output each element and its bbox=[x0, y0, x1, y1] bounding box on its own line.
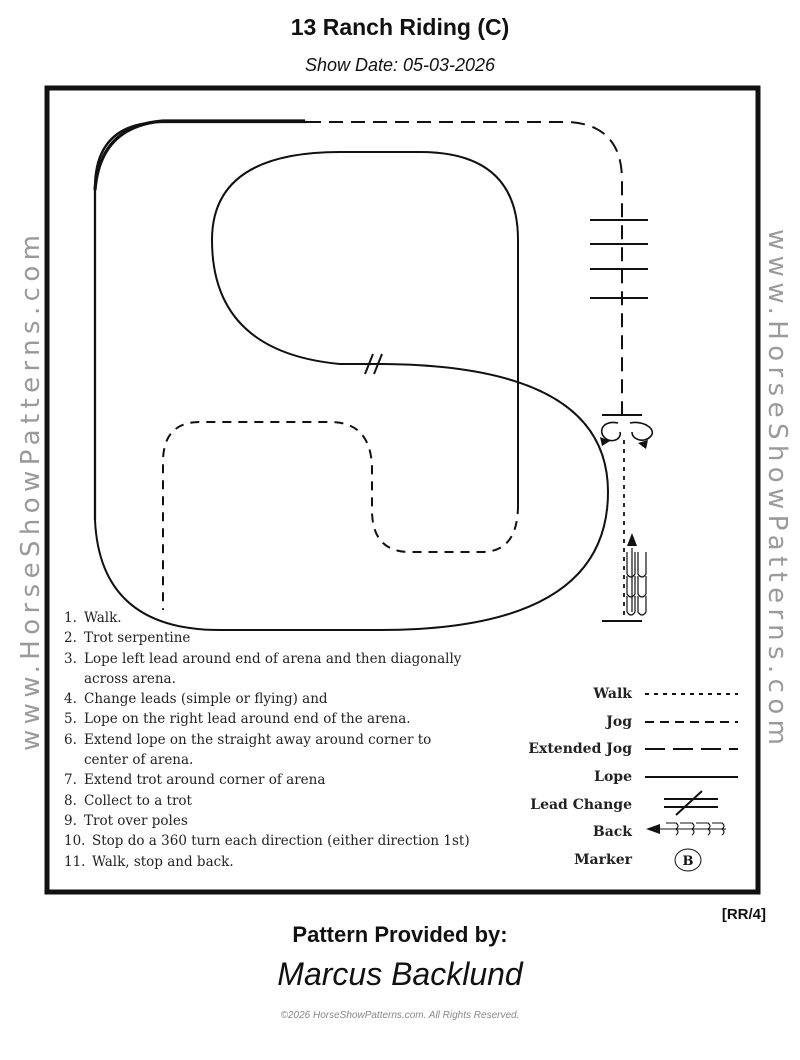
step-item bbox=[64, 852, 484, 872]
legend-back-icon bbox=[656, 823, 726, 835]
legend-jog-label: Jog bbox=[606, 714, 632, 730]
show-date: Show Date: 05-03-2026 bbox=[304, 55, 496, 75]
provided-by-label: Pattern Provided by: bbox=[292, 922, 508, 947]
step-number: 6. bbox=[64, 731, 77, 748]
step-number: 11. bbox=[64, 853, 86, 870]
legend-extended-jog-label: Extended Jog bbox=[528, 741, 632, 757]
step-text: Lope on the right lead around end of the arena. bbox=[84, 711, 411, 728]
step-item bbox=[64, 649, 484, 690]
step-number: 8. bbox=[64, 792, 77, 809]
step-number: 4. bbox=[64, 691, 77, 708]
step-number: 10. bbox=[64, 833, 86, 850]
step-text: Extend lope on the straight away around corner to center of arena. bbox=[84, 731, 432, 769]
step-number: 3. bbox=[64, 650, 77, 667]
step-item bbox=[64, 730, 484, 771]
pattern-code: [RR/4] bbox=[721, 906, 766, 923]
turn-left-icon bbox=[602, 422, 621, 440]
back-arrowhead-icon bbox=[627, 533, 637, 546]
pattern-steps bbox=[64, 608, 484, 872]
lope-upper-loop bbox=[212, 152, 518, 505]
step-text: Trot serpentine bbox=[84, 630, 191, 647]
legend-marker-label: Marker bbox=[574, 852, 632, 868]
legend-lead-change-label: Lead Change bbox=[530, 797, 632, 813]
step-item bbox=[64, 709, 484, 729]
lope-bottom-loop bbox=[95, 364, 608, 630]
pattern-title: 13 Ranch Riding (C) bbox=[290, 14, 510, 40]
step-text: Collect to a trot bbox=[84, 792, 192, 809]
step-item bbox=[64, 831, 484, 851]
step-text: Change leads (simple or flying) and bbox=[84, 691, 328, 708]
legend-back-label: Back bbox=[592, 824, 632, 840]
legend-back-arrowhead-icon bbox=[646, 824, 660, 834]
lope-left-side bbox=[95, 122, 307, 520]
legend-lope-label: Lope bbox=[594, 769, 632, 785]
step-number: 7. bbox=[64, 772, 77, 789]
step-number: 2. bbox=[64, 630, 77, 647]
step-text: Extend trot around corner of arena bbox=[84, 772, 326, 789]
step-item bbox=[64, 811, 484, 831]
jog-serpentine bbox=[163, 422, 518, 610]
copyright-text: ©2026 HorseShowPatterns.com. All Rights Reserved. bbox=[280, 1010, 520, 1021]
step-item bbox=[64, 770, 484, 790]
watermark-left: www.HorseShowPatterns.com bbox=[16, 229, 46, 751]
turn-right-icon bbox=[630, 422, 652, 440]
legend-lead-change-icon bbox=[664, 791, 718, 815]
turn-right-arrowhead-icon bbox=[638, 440, 648, 449]
step-item bbox=[64, 628, 484, 648]
step-item bbox=[64, 791, 484, 811]
extended-lope-corner bbox=[95, 121, 305, 190]
step-text: Trot over poles bbox=[84, 812, 188, 829]
back-marks-icon bbox=[627, 548, 646, 615]
step-item bbox=[64, 689, 484, 709]
step-text: Stop do a 360 turn each direction (either direction 1st) bbox=[92, 833, 470, 850]
step-text: Walk, stop and back. bbox=[92, 853, 234, 870]
author-name: Marcus Backlund bbox=[277, 956, 523, 992]
step-number: 5. bbox=[64, 711, 77, 728]
extended-jog-path bbox=[307, 122, 622, 415]
legend-walk-label: Walk bbox=[593, 686, 632, 702]
legend-marker-letter: B bbox=[682, 854, 694, 869]
legend bbox=[528, 686, 738, 871]
step-text: Lope left lead around end of arena and then diagonally across arena. bbox=[84, 650, 462, 687]
step-number: 1. bbox=[64, 610, 77, 626]
step-item bbox=[64, 608, 484, 628]
watermark-right: www.HorseShowPatterns.com bbox=[762, 229, 792, 751]
step-number: 9. bbox=[64, 812, 77, 829]
step-text: Walk. bbox=[84, 610, 122, 626]
